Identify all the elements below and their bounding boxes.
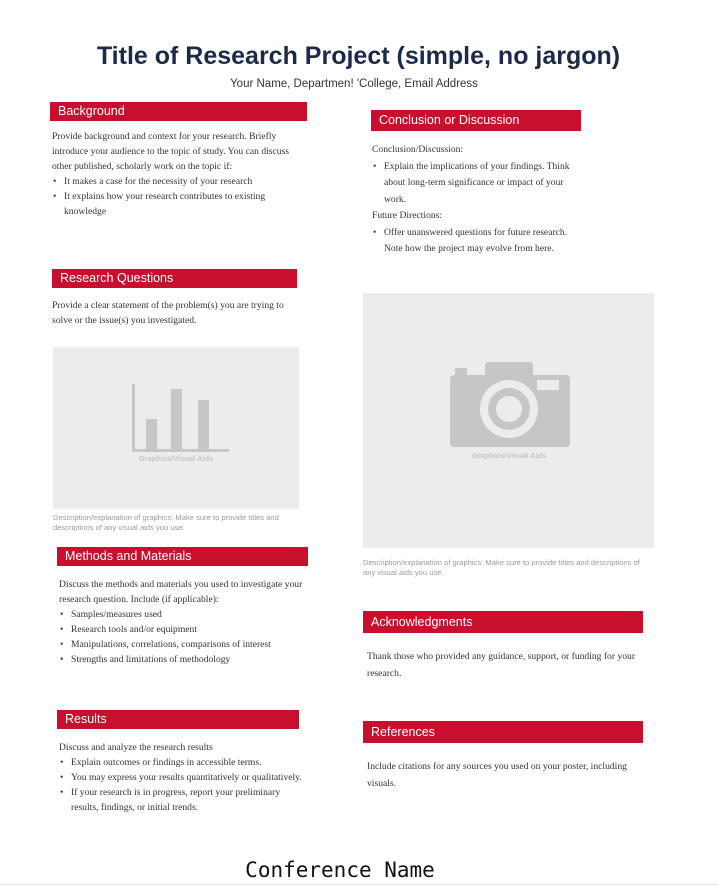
methods-body [59, 577, 304, 667]
methods-bullets [59, 607, 304, 667]
background-heading: Background [50, 102, 307, 121]
list-item: • Explain outcomes or findings in accessible terms. [71, 755, 304, 770]
methods-text: Discuss the methods and materials you used to investigate your research question. Include (if applicable): [59, 579, 303, 605]
list-item: • If your research is in progress, report your preliminary results, findings, or initial trends. [71, 785, 304, 815]
list-item: • You may express your results quantitatively or qualitatively. [71, 770, 304, 785]
research-questions-heading: Research Questions [52, 269, 297, 288]
background-body [52, 129, 302, 219]
acknowledgments-heading: Acknowledgments [363, 611, 643, 633]
author-line: Your Name, Departmen! 'College, Email Address [230, 78, 478, 90]
references-heading: References [363, 721, 643, 743]
acknowledgments-text: Thank those who provided any guidance, support, or funding for your research. [367, 651, 636, 679]
list-item: • Research tools and/or equipment [71, 622, 304, 637]
results-heading: Results [57, 710, 299, 729]
list-item: • Manipulations, correlations, comparisons of interest [71, 637, 304, 652]
graphic-caption-right: Description/explanation of graphics: Make sure to provide titles and descriptions of any visual aids you use. [363, 558, 640, 577]
graphic-placeholder-left [53, 347, 299, 509]
poster-title: Title of Research Project (simple, no jargon) [96, 42, 621, 70]
graphic-label-left: Graphics/Visual Aids [138, 454, 214, 463]
list-item: • Strengths and limitations of methodology [71, 652, 304, 667]
graphic-label-right: Graphics/Visual Aids [471, 451, 547, 460]
results-text: Discuss and analyze the research results [59, 742, 213, 753]
methods-heading: Methods and Materials [57, 547, 308, 566]
conclusion-body [372, 142, 587, 258]
acknowledgments-body [367, 649, 647, 682]
conclusion-label: Conclusion/Discussion: [372, 144, 464, 155]
background-bullets [52, 174, 302, 219]
future-bullets [372, 225, 587, 258]
list-item: • It makes a case for the necessity of your research [64, 174, 302, 189]
research-questions-body [52, 298, 302, 328]
future-directions-label: Future Directions: [372, 210, 443, 221]
conclusion-heading: Conclusion or Discussion [371, 110, 581, 131]
list-item: • Offer unanswered questions for future research. Note how the project may evolve from here. [384, 225, 587, 258]
results-body [59, 740, 304, 815]
footer-divider [0, 884, 717, 885]
graphic-caption-left: Description/explanation of graphics: Make sure to provide titles and descriptions of any visual aids you use. [53, 513, 279, 532]
research-questions-text: Provide a clear statement of the problem(s) you are trying to solve or the issue(s) you investigated. [52, 300, 284, 326]
list-item: • Samples/measures used [71, 607, 304, 622]
conference-name: Conference Name [245, 858, 435, 882]
graphic-placeholder-right [363, 293, 654, 548]
list-item: • Explain the implications of your findings. Think about long-term significance or impact of your work. [384, 159, 587, 209]
camera-icon [363, 293, 654, 548]
results-bullets [59, 755, 304, 815]
bar-chart-icon [53, 347, 299, 509]
conclusion-bullets [372, 159, 587, 209]
references-body [367, 759, 637, 792]
background-text: Provide background and context for your research. Briefly introduce your audience to the topic of study. You can discuss other published, scholarly work on the topic if: [52, 131, 290, 172]
list-item: • It explains how your research contributes to existing knowledge [64, 189, 302, 219]
references-text: Include citations for any sources you used on your poster, including visuals. [367, 761, 627, 789]
